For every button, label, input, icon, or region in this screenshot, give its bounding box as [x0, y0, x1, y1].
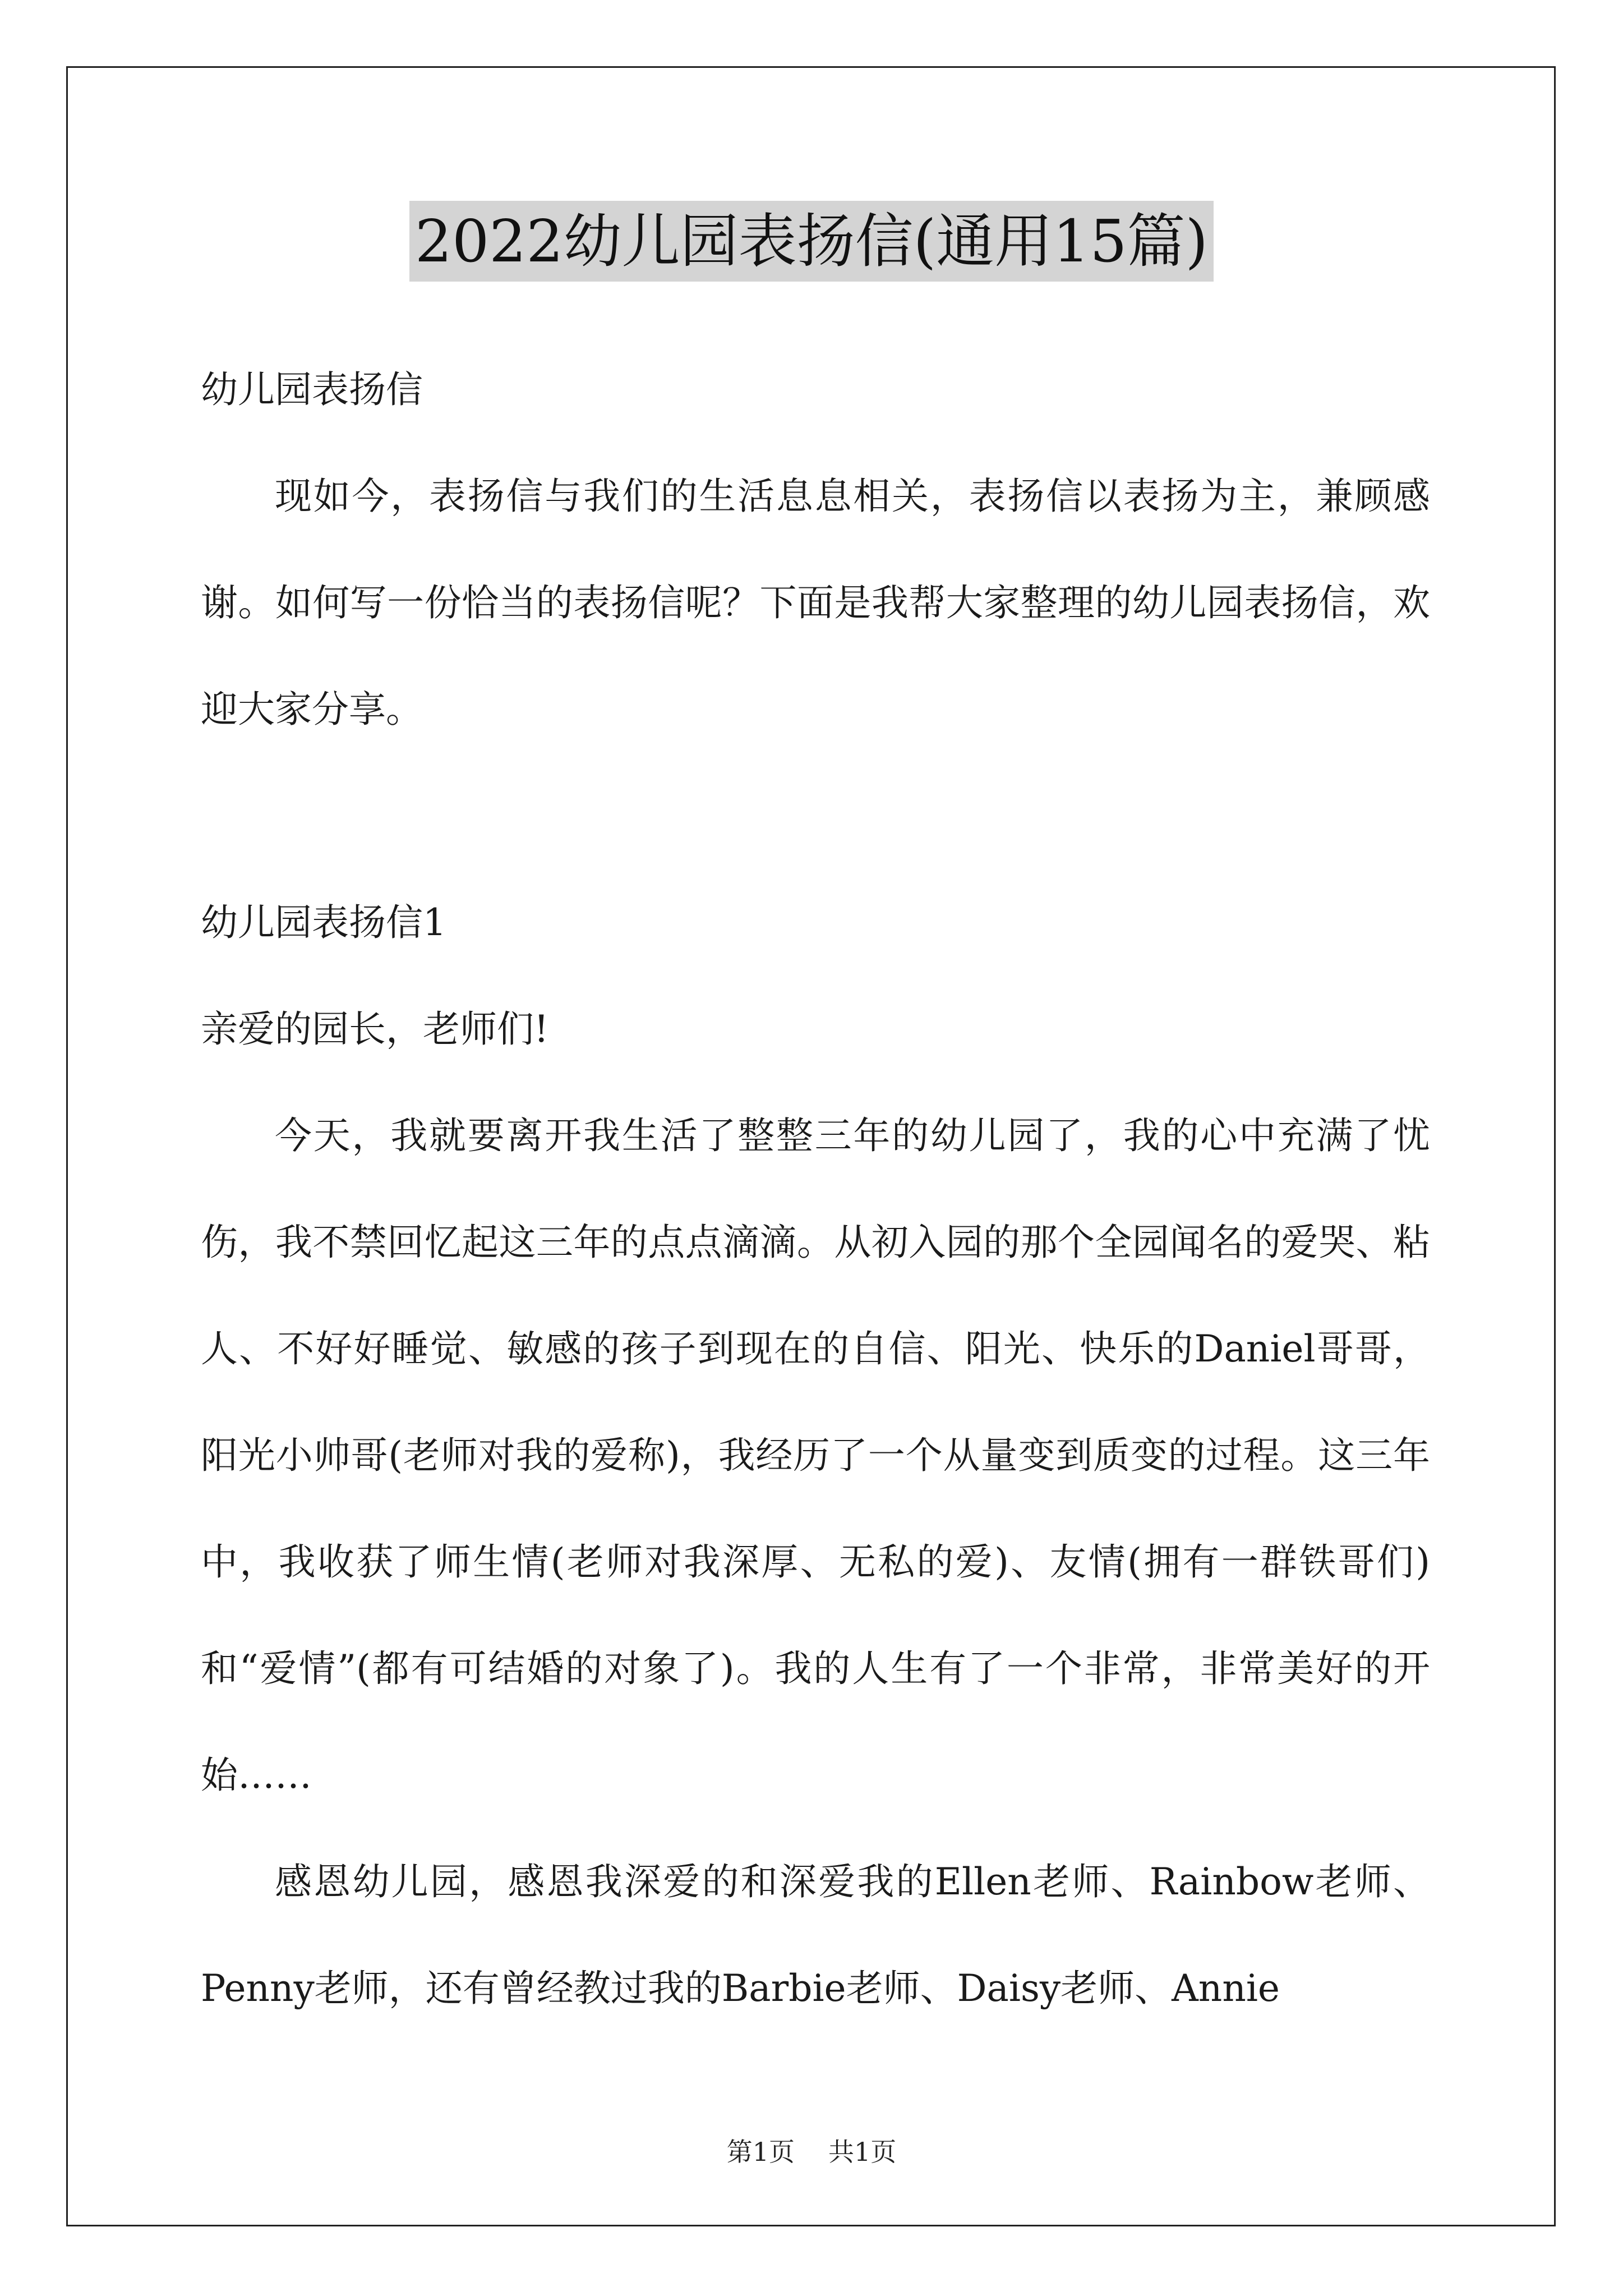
- page-footer: [0, 2132, 1623, 2169]
- body-paragraph: 感恩幼儿园，感恩我深爱的和深爱我的Ellen老师、Rainbow老师、Penny老师，还有曾经教过我的Barbie老师、Daisy老师、Annie: [201, 1860, 1430, 2010]
- document-title: 2022幼儿园表扬信(通用15篇): [409, 201, 1214, 282]
- section-spacer: [201, 763, 1430, 869]
- salutation: 亲爱的园长，老师们!: [201, 1007, 549, 1051]
- document-heading: 幼儿园表扬信: [201, 368, 423, 411]
- section-title: 幼儿园表扬信1: [201, 901, 446, 944]
- intro-paragraph: 现如今，表扬信与我们的生活息息相关，表扬信以表扬为主，兼顾感谢。如何写一份恰当的表扬信呢？下面是我帮大家整理的幼儿园表扬信，欢迎大家分享。: [201, 475, 1430, 731]
- body-paragraph: 今天，我就要离开我生活了整整三年的幼儿园了，我的心中充满了忧伤，我不禁回忆起这三年的点点滴滴。从初入园的那个全园闻名的爱哭、粘人、不好好睡觉、敏感的孩子到现在的自信、阳光、快乐的Daniel哥哥，阳光小帅哥(老师对我的爱称)，我经历了一个从量变到质变的过程。这三年中，我收获了师生情(老师对我深厚、无私的爱)、友情(拥有一群铁哥们)和“爱情”(都有可结婚的对象了)。我的人生有了一个非常，非常美好的开始……: [201, 1114, 1430, 1797]
- title-container: [0, 201, 1623, 282]
- document-body: [201, 337, 1430, 2042]
- page-number: 第1页: [726, 2137, 795, 2167]
- page-total: 共1页: [828, 2137, 897, 2167]
